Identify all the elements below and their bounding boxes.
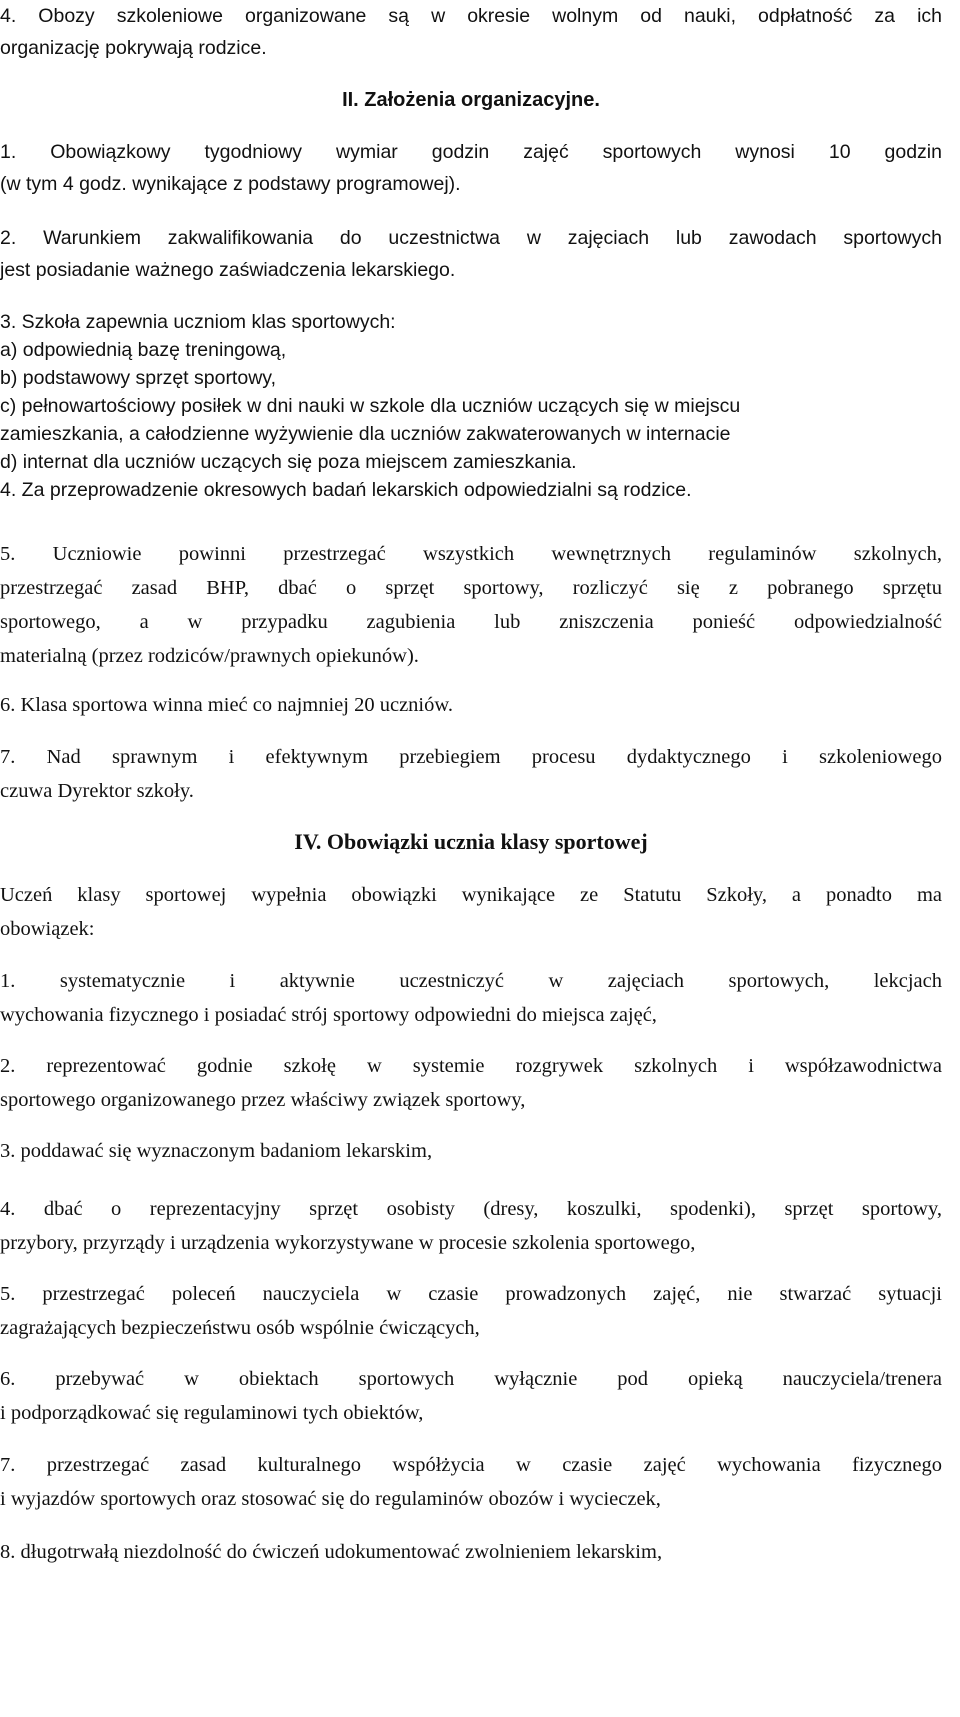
text-line: 8. długotrwałą niezdolność do ćwiczeń udokumentować zwolnieniem lekarskim,: [0, 1541, 663, 1563]
text-line: przybory, przyrządy i urządzenia wykorzystywane w procesie szkolenia sportowego,: [0, 1232, 696, 1254]
paragraph-6: 6. Klasa sportowa winna mieć co najmniej 20 uczniów.: [0, 694, 453, 716]
paragraph-3: [0, 308, 942, 504]
paragraph-7: [0, 740, 942, 808]
paragraph-obozy: [0, 0, 942, 64]
section-heading-iv: IV. Obowiązki ucznia klasy sportowej: [294, 829, 648, 854]
text-line: 5. Uczniowie powinni przestrzegać wszystkich wewnętrznych regulaminów szkolnych,: [0, 543, 942, 565]
text-line: wychowania fizycznego i posiadać strój sportowy odpowiedni do miejsca zajęć,: [0, 1004, 657, 1026]
text-line: d) internat dla uczniów uczących się poza miejscem zamieszkania.: [0, 451, 577, 473]
duty-item-4: [0, 1192, 942, 1260]
text-line: c) pełnowartościowy posiłek w dni nauki w szkole dla uczniów uczących się w miejscu: [0, 395, 741, 417]
text-line: zagrażających bezpieczeństwu osób wspólnie ćwiczących,: [0, 1317, 480, 1339]
text-line: 6. przebywać w obiektach sportowych wyłącznie pod opieką nauczyciela/trenera: [0, 1368, 942, 1390]
text-line: sportowego, a w przypadku zagubienia lub zniszczenia ponieść odpowiedzialność: [0, 611, 942, 633]
text-line: przestrzegać zasad BHP, dbać o sprzęt sportowy, rozliczyć się z pobranego sprzętu: [0, 577, 942, 599]
text-line: i wyjazdów sportowych oraz stosować się do regulaminów obozów i wycieczek,: [0, 1488, 661, 1510]
duty-item-7: [0, 1448, 942, 1516]
text-line: 5. przestrzegać poleceń nauczyciela w czasie prowadzonych zajęć, nie stwarzać sytuacji: [0, 1283, 942, 1305]
text-line: czuwa Dyrektor szkoły.: [0, 780, 194, 802]
text-line: 2. reprezentować godnie szkołę w systemie rozgrywek szkolnych i współzawodnictwa: [0, 1055, 942, 1077]
text-line: b) podstawowy sprzęt sportowy,: [0, 367, 276, 389]
section-iv-intro: [0, 878, 942, 946]
paragraph-1: [0, 136, 942, 200]
text-line: 4. dbać o reprezentacyjny sprzęt osobisty (dresy, koszulki, spodenki), sprzęt sportowy,: [0, 1198, 942, 1220]
duty-item-8: [0, 1535, 942, 1569]
text-line: 7. Nad sprawnym i efektywnym przebiegiem procesu dydaktycznego i szkoleniowego: [0, 746, 942, 768]
text-line: 3. poddawać się wyznaczonym badaniom lekarskim,: [0, 1140, 433, 1162]
text-line: 2. Warunkiem zakwalifikowania do uczestnictwa w zajęciach lub zawodach sportowych: [0, 227, 942, 249]
text-line: (w tym 4 godz. wynikające z podstawy programowej).: [0, 173, 461, 195]
paragraph-5: [0, 537, 942, 673]
paragraph-2: [0, 222, 942, 286]
duty-item-5: [0, 1277, 942, 1345]
text-line: i podporządkować się regulaminowi tych obiektów,: [0, 1402, 424, 1424]
duty-item-3: [0, 1134, 942, 1168]
section-heading-ii: II. Założenia organizacyjne.: [342, 89, 600, 111]
text-line: 3. Szkoła zapewnia uczniom klas sportowych:: [0, 311, 396, 333]
duty-item-1: [0, 964, 942, 1032]
text-line: jest posiadanie ważnego zaświadczenia lekarskiego.: [0, 259, 456, 281]
text-line: 7. przestrzegać zasad kulturalnego współżycia w czasie zajęć wychowania fizycznego: [0, 1454, 942, 1476]
text-line: Uczeń klasy sportowej wypełnia obowiązki wynikające ze Statutu Szkoły, a ponadto ma: [0, 884, 942, 906]
text-line: 1. systematycznie i aktywnie uczestniczyć w zajęciach sportowych, lekcjach: [0, 970, 942, 992]
text-line: sportowego organizowanego przez właściwy związek sportowy,: [0, 1089, 526, 1111]
text-line: 4. Za przeprowadzenie okresowych badań lekarskich odpowiedzialni są rodzice.: [0, 479, 692, 501]
text-line: obowiązek:: [0, 918, 95, 940]
duty-item-2: [0, 1049, 942, 1117]
text-line: materialną (przez rodziców/prawnych opiekunów).: [0, 645, 419, 667]
text-line: 1. Obowiązkowy tygodniowy wymiar godzin zajęć sportowych wynosi 10 godzin: [0, 141, 942, 163]
text-line: organizację pokrywają rodzice.: [0, 37, 267, 59]
text-line: a) odpowiednią bazę treningową,: [0, 339, 287, 361]
text-line: zamieszkania, a całodzienne wyżywienie dla uczniów zakwaterowanych w internacie: [0, 423, 731, 445]
duty-item-6: [0, 1362, 942, 1430]
text-line: 4. Obozy szkoleniowe organizowane są w okresie wolnym od nauki, odpłatność za ich: [0, 5, 942, 27]
